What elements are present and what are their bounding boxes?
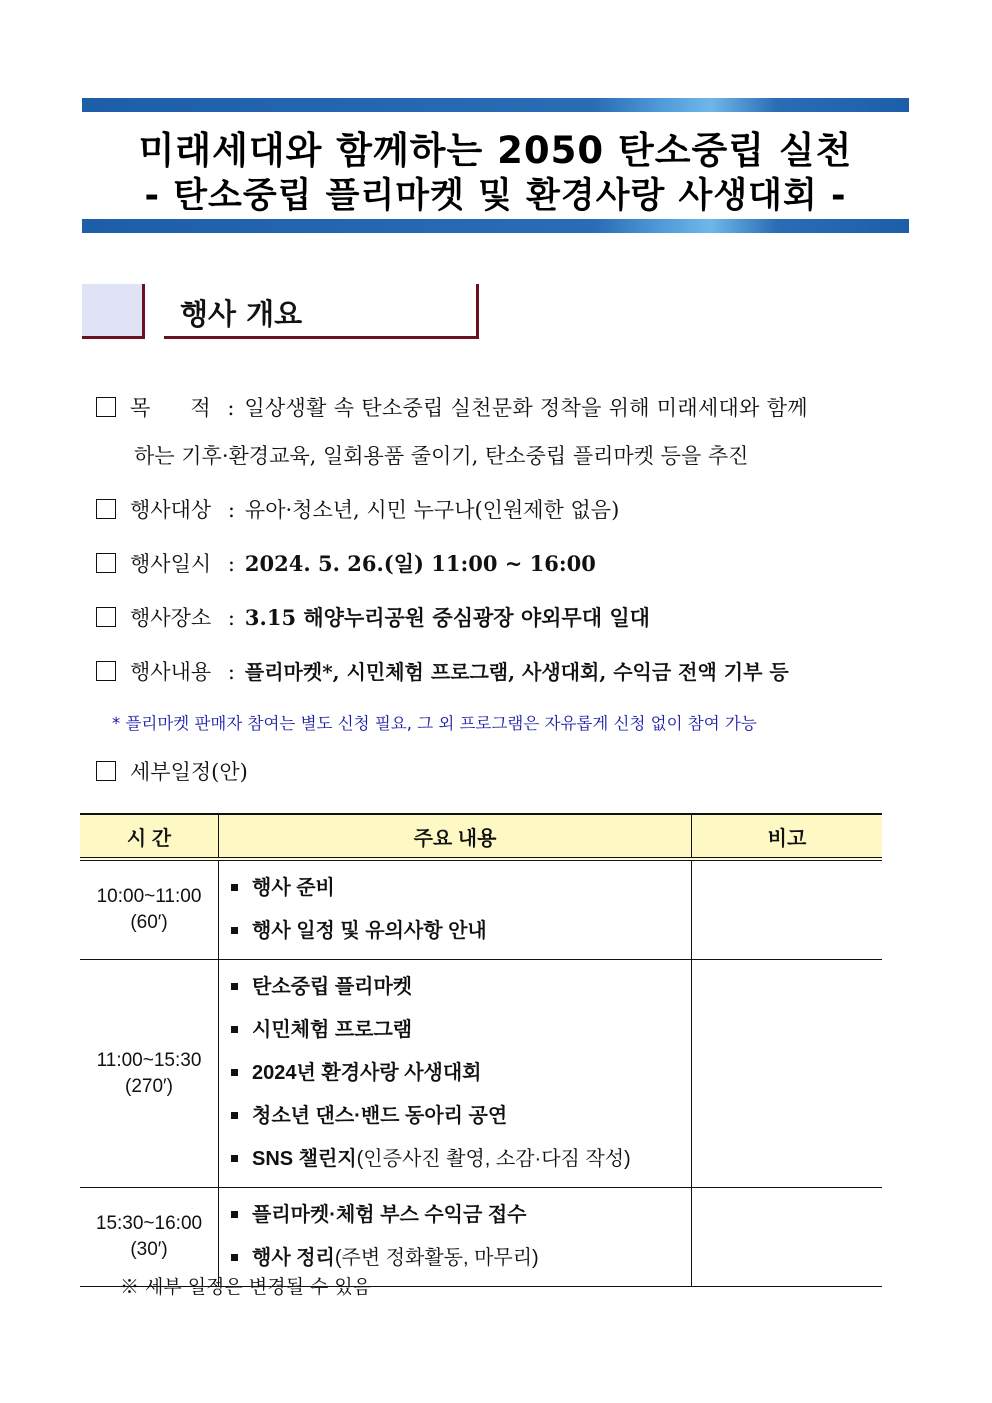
time-cell [80, 960, 219, 1188]
content-line [96, 656, 789, 686]
checkbox-icon [96, 553, 116, 573]
table-header-row [80, 814, 882, 859]
title-bottom-bar [82, 219, 909, 233]
purpose-text-continued: 하는 기후·환경교육, 일회용품 줄이기, 탄소중립 플리마켓 등을 추진 [134, 444, 749, 468]
header-time: 시 간 [80, 814, 219, 859]
remarks-cell [692, 960, 883, 1188]
date-label: 행사일시 [130, 552, 212, 576]
list-item: 행사 준비 [227, 867, 683, 910]
list-item: 행사 일정 및 유의사항 안내 [227, 910, 683, 953]
header-remarks: 비고 [692, 814, 883, 859]
table-row [80, 960, 882, 1188]
colon: : [227, 660, 235, 684]
list-item: 청소년 댄스·밴드 동아리 공연 [227, 1095, 683, 1138]
date-text: 2024. 5. 26.(일) 11:00 ~ 16:00 [244, 551, 596, 576]
list-item: 시민체험 프로그램 [227, 1009, 683, 1052]
remarks-cell [692, 1188, 883, 1287]
content-cell [219, 960, 692, 1188]
bullet-icon [231, 1254, 238, 1261]
target-line [96, 494, 619, 524]
purpose-line [96, 392, 808, 422]
checkbox-icon [96, 499, 116, 519]
schedule-table [80, 813, 882, 1287]
target-label: 행사대상 [130, 498, 212, 522]
date-line [96, 548, 596, 578]
bullet-icon [231, 983, 238, 990]
duration: (60′) [130, 912, 168, 933]
time-range: 15:30~16:00 [95, 1213, 203, 1234]
header-content: 주요 내용 [219, 814, 692, 859]
document-subtitle: - 탄소중립 플리마켓 및 환경사랑 사생대회 - [144, 176, 847, 216]
bullet-icon [231, 1211, 238, 1218]
bullet-icon [231, 1069, 238, 1076]
colon: : [227, 606, 235, 630]
table-row [80, 859, 882, 960]
schedule-footnote: ※ 세부 일정은 변경될 수 있음 [120, 1276, 372, 1298]
list-item: 탄소중립 플리마켓 [227, 966, 683, 1009]
section-title: 행사 개요 [180, 297, 303, 331]
time-range: 10:00~11:00 [96, 886, 202, 907]
checkbox-icon [96, 397, 116, 417]
place-text: 3.15 해양누리공원 중심광장 야외무대 일대 [244, 605, 650, 630]
list-item: 플리마켓·체험 부스 수익금 접수 [227, 1194, 683, 1237]
purpose-label: 목 적 [130, 396, 211, 420]
section-marker-box [82, 284, 145, 339]
purpose-text: 일상생활 속 탄소중립 실천문화 정착을 위해 미래세대와 함께 [244, 396, 808, 420]
list-item: 행사 정리(주변 정화활동, 마무리) [227, 1237, 683, 1280]
schedule-line [96, 756, 248, 786]
document-title: 미래세대와 함께하는 2050 탄소중립 실천 [138, 129, 853, 172]
checkbox-icon [96, 607, 116, 627]
bullet-icon [231, 1026, 238, 1033]
participation-note: * 플리마켓 판매자 참여는 별도 신청 필요, 그 외 프로그램은 자유롭게 신청 없이 참여 가능 [112, 714, 757, 733]
bullet-icon [231, 1112, 238, 1119]
colon: : [227, 498, 235, 522]
content-cell [219, 859, 692, 960]
place-label: 행사장소 [130, 606, 212, 630]
colon: : [227, 552, 235, 576]
bullet-icon [231, 884, 238, 891]
time-range: 11:00~15:30 [96, 1049, 202, 1071]
place-line [96, 602, 650, 632]
target-text: 유아·청소년, 시민 누구나(인원제한 없음) [244, 498, 620, 522]
duration: (30′) [130, 1239, 168, 1260]
bullet-icon [231, 1155, 238, 1162]
checkbox-icon [96, 661, 116, 681]
bullet-icon [231, 927, 238, 934]
remarks-cell [692, 859, 883, 960]
checkbox-icon [96, 761, 116, 781]
content-text: 플리마켓*, 시민체험 프로그램, 사생대회, 수익금 전액 기부 등 [244, 660, 789, 684]
list-item: 2024년 환경사랑 사생대회 [227, 1052, 683, 1095]
schedule-label: 세부일정(안) [130, 760, 248, 784]
colon: : [227, 396, 235, 420]
title-top-bar [82, 98, 909, 112]
list-item: SNS 챌린지(인증사진 촬영, 소감·다짐 작성) [227, 1138, 683, 1181]
time-cell [80, 859, 219, 960]
duration: (270′) [125, 1075, 173, 1097]
content-label: 행사내용 [130, 660, 212, 684]
